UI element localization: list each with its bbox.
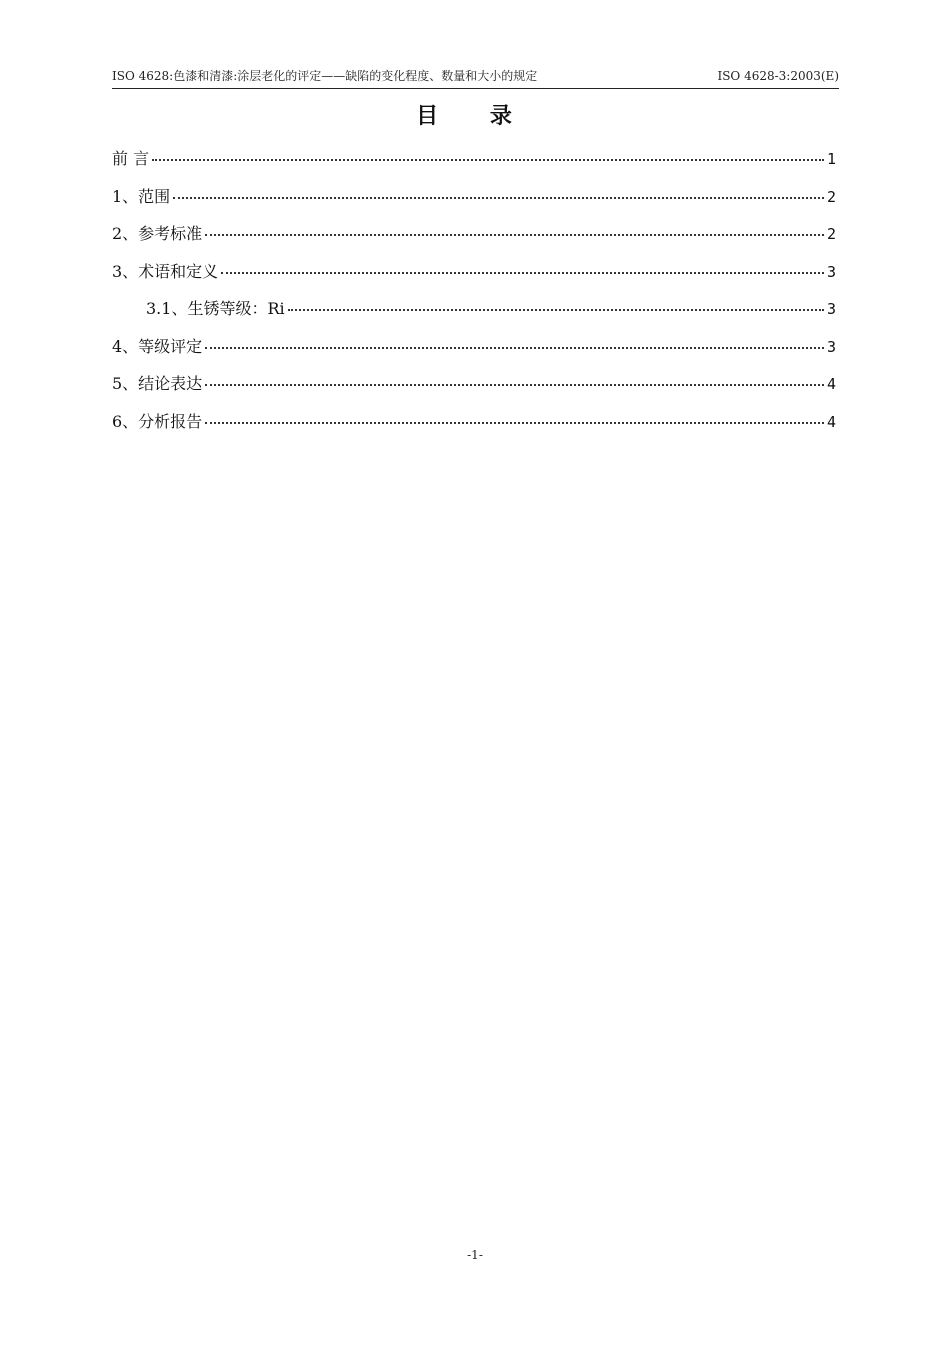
header-document-title: ISO 4628:色漆和清漆:涂层老化的评定——缺陷的变化程度、数量和大小的规定: [112, 69, 538, 83]
toc-entry-conclusion[interactable]: [112, 371, 836, 409]
toc-leader-dots: [205, 347, 824, 349]
toc-entry-page: 1: [826, 150, 836, 168]
toc-entry-page: 3: [826, 262, 836, 281]
toc-leader-dots: [152, 159, 824, 161]
toc-entry-preface[interactable]: [112, 146, 836, 184]
toc-entry-label: 1、范围: [112, 186, 171, 206]
toc-entry-page: 2: [826, 225, 836, 243]
toc-entry-references[interactable]: [112, 221, 836, 259]
toc-leader-dots: [205, 384, 824, 386]
toc-title: 目 录: [416, 103, 534, 129]
toc-entry-page: 4: [826, 375, 836, 393]
toc-leader-dots: [288, 309, 824, 311]
toc-entry-label: 5、结论表达: [112, 374, 203, 393]
toc-entry-page: 2: [826, 187, 836, 206]
toc-entry-page: 4: [826, 412, 836, 431]
page-number: -1-: [467, 1248, 483, 1262]
table-of-contents: [112, 146, 836, 446]
toc-leader-dots: [205, 422, 824, 424]
toc-entry-scope[interactable]: [112, 184, 836, 222]
toc-entry-page: 3: [826, 300, 836, 318]
toc-entry-page: 3: [826, 337, 836, 356]
toc-entry-rating[interactable]: [112, 334, 836, 372]
toc-entry-label: 2、参考标准: [112, 224, 203, 243]
running-header: [112, 66, 839, 89]
toc-leader-dots: [205, 234, 824, 236]
toc-entry-rust-grade[interactable]: [112, 296, 836, 334]
toc-entry-label: 6、分析报告: [112, 411, 203, 431]
toc-entry-label: 4、等级评定: [112, 336, 203, 356]
toc-entry-report[interactable]: [112, 409, 836, 447]
toc-leader-dots: [173, 197, 824, 199]
toc-entry-label: 前 言: [112, 149, 150, 168]
toc-entry-label: 3、术语和定义: [112, 261, 219, 281]
header-standard-number: ISO 4628-3:2003(E): [717, 69, 839, 83]
toc-leader-dots: [221, 272, 824, 274]
toc-entry-terms[interactable]: [112, 259, 836, 297]
toc-entry-label: 3.1、生锈等级：Ri: [146, 299, 285, 318]
